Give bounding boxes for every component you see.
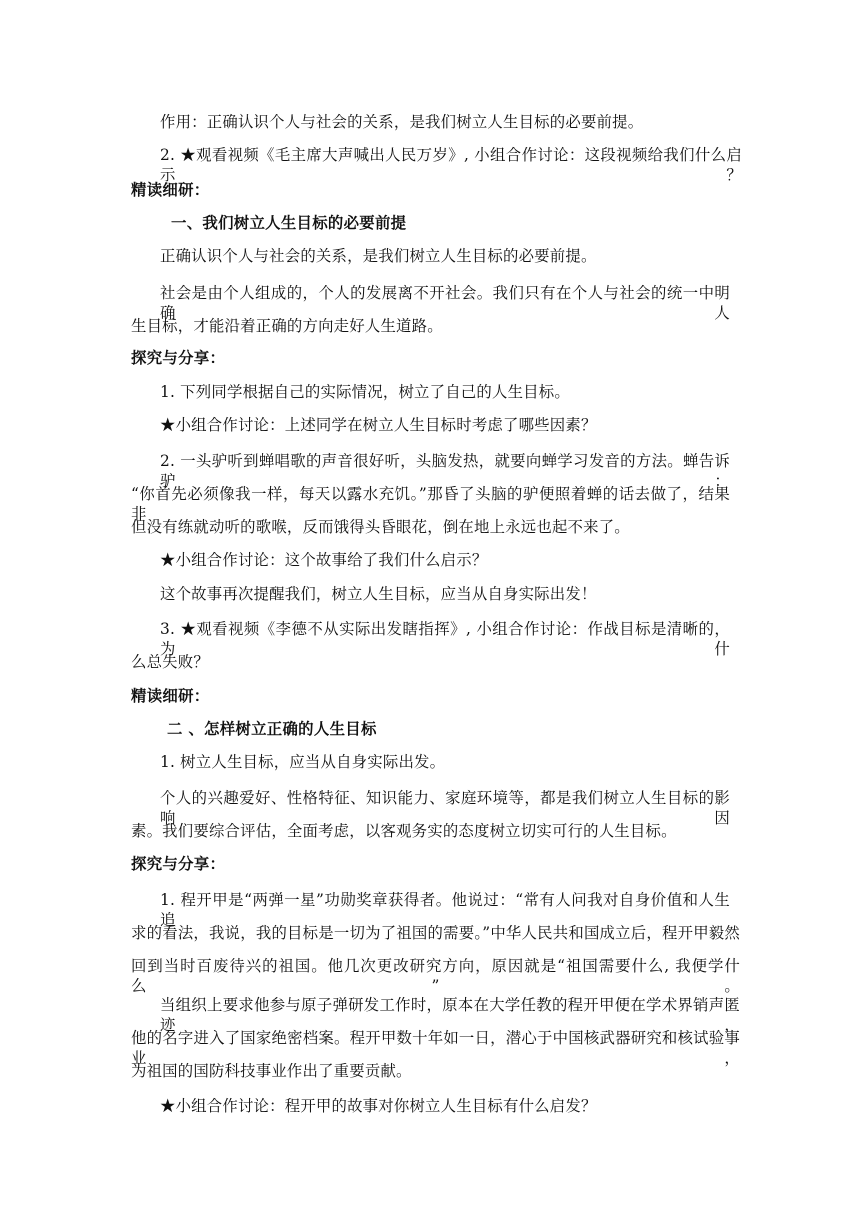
paragraph-line: 素。我们要综合评估，全面考虑，以客观务实的态度树立切实可行的人生目标。 [131,822,677,840]
section-label-explore-share: 探究与分享： [131,855,226,873]
paragraph-line: 正确认识个人与社会的关系，是我们树立人生目标的必要前提。 [160,247,597,265]
paragraph-line: 社会是由个人组成的，个人的发展离不开社会。我们只有在个人与社会的统一中明确人 [160,284,730,322]
paragraph-line: 但没有练就动听的歌喉，反而饿得头昏眼花，倒在地上永远也起不来了。 [131,518,630,536]
paragraph-line: 1. 树立人生目标，应当从自身实际出发。 [160,753,446,771]
section-label-explore-share: 探究与分享： [131,349,226,367]
paragraph-line: 2. ★观看视频《毛主席大声喊出人民万岁》, 小组合作讨论：这段视频给我们什么启示？ [160,146,742,184]
section-heading-two: 二 、怎样树立正确的人生目标 [167,720,377,738]
section-heading-one: 一、我们树立人生目标的必要前提 [171,214,407,232]
paragraph-line: 回到当时百废待兴的祖国。他几次更改研究方向，原因就是“祖国需要什么, 我便学什么”。 [131,957,740,995]
paragraph-line: 生目标，才能沿着正确的方向走好人生道路。 [131,317,443,335]
paragraph-line: 当组织上要求他参与原子弹研发工作时，原本在大学任教的程开甲便在学术界销声匿迹， [160,996,740,1034]
section-label-intensive-reading: 精读细研： [131,181,210,199]
paragraph-line: 个人的兴趣爱好、性格特征、知识能力、家庭环境等，都是我们树立人生目标的影响因 [160,789,730,827]
paragraph-line: “你首先必须像我一样，每天以露水充饥。”那昏了头脑的驴便照着蝉的话去做了，结果非 [131,485,730,523]
paragraph-line: 求的看法，我说，我的目标是一切为了祖国的需要。”中华人民共和国成立后，程开甲毅然 [131,924,740,942]
paragraph-line: 2. 一头驴听到蝉唱歌的声音很好听，头脑发热，就要向蝉学习发音的方法。蝉告诉驴： [160,452,730,490]
paragraph-line: 1. 程开甲是“两弹一星”功勋奖章获得者。他说过：“常有人问我对自身价值和人生追 [160,891,730,929]
paragraph-line: ★小组合作讨论：程开甲的故事对你树立人生目标有什么启发？ [160,1097,597,1115]
paragraph-line: ★小组合作讨论：上述同学在树立人生目标时考虑了哪些因素？ [160,416,597,434]
paragraph-line: 他的名字进入了国家绝密档案。程开甲数十年如一日，潜心于中国核武器研究和核试验事业， [131,1029,740,1067]
paragraph-line: 1. 下列同学根据自己的实际情况，树立了自己的人生目标。 [160,383,570,401]
paragraph-line: 么总失败？ [131,653,209,671]
paragraph-line: ★小组合作讨论：这个故事给了我们什么启示？ [160,551,488,569]
paragraph-line: 为祖国的国防科技事业作出了重要贡献。 [131,1062,412,1080]
paragraph-line: 这个故事再次提醒我们，树立人生目标，应当从自身实际出发！ [160,585,597,603]
section-label-intensive-reading: 精读细研： [131,687,210,705]
paragraph-line: 3. ★观看视频《李德不从实际出发瞎指挥》, 小组合作讨论：作战目标是清晰的，为什 [160,620,730,658]
paragraph-line: 作用：正确认识个人与社会的关系，是我们树立人生目标的必要前提。 [160,113,644,131]
